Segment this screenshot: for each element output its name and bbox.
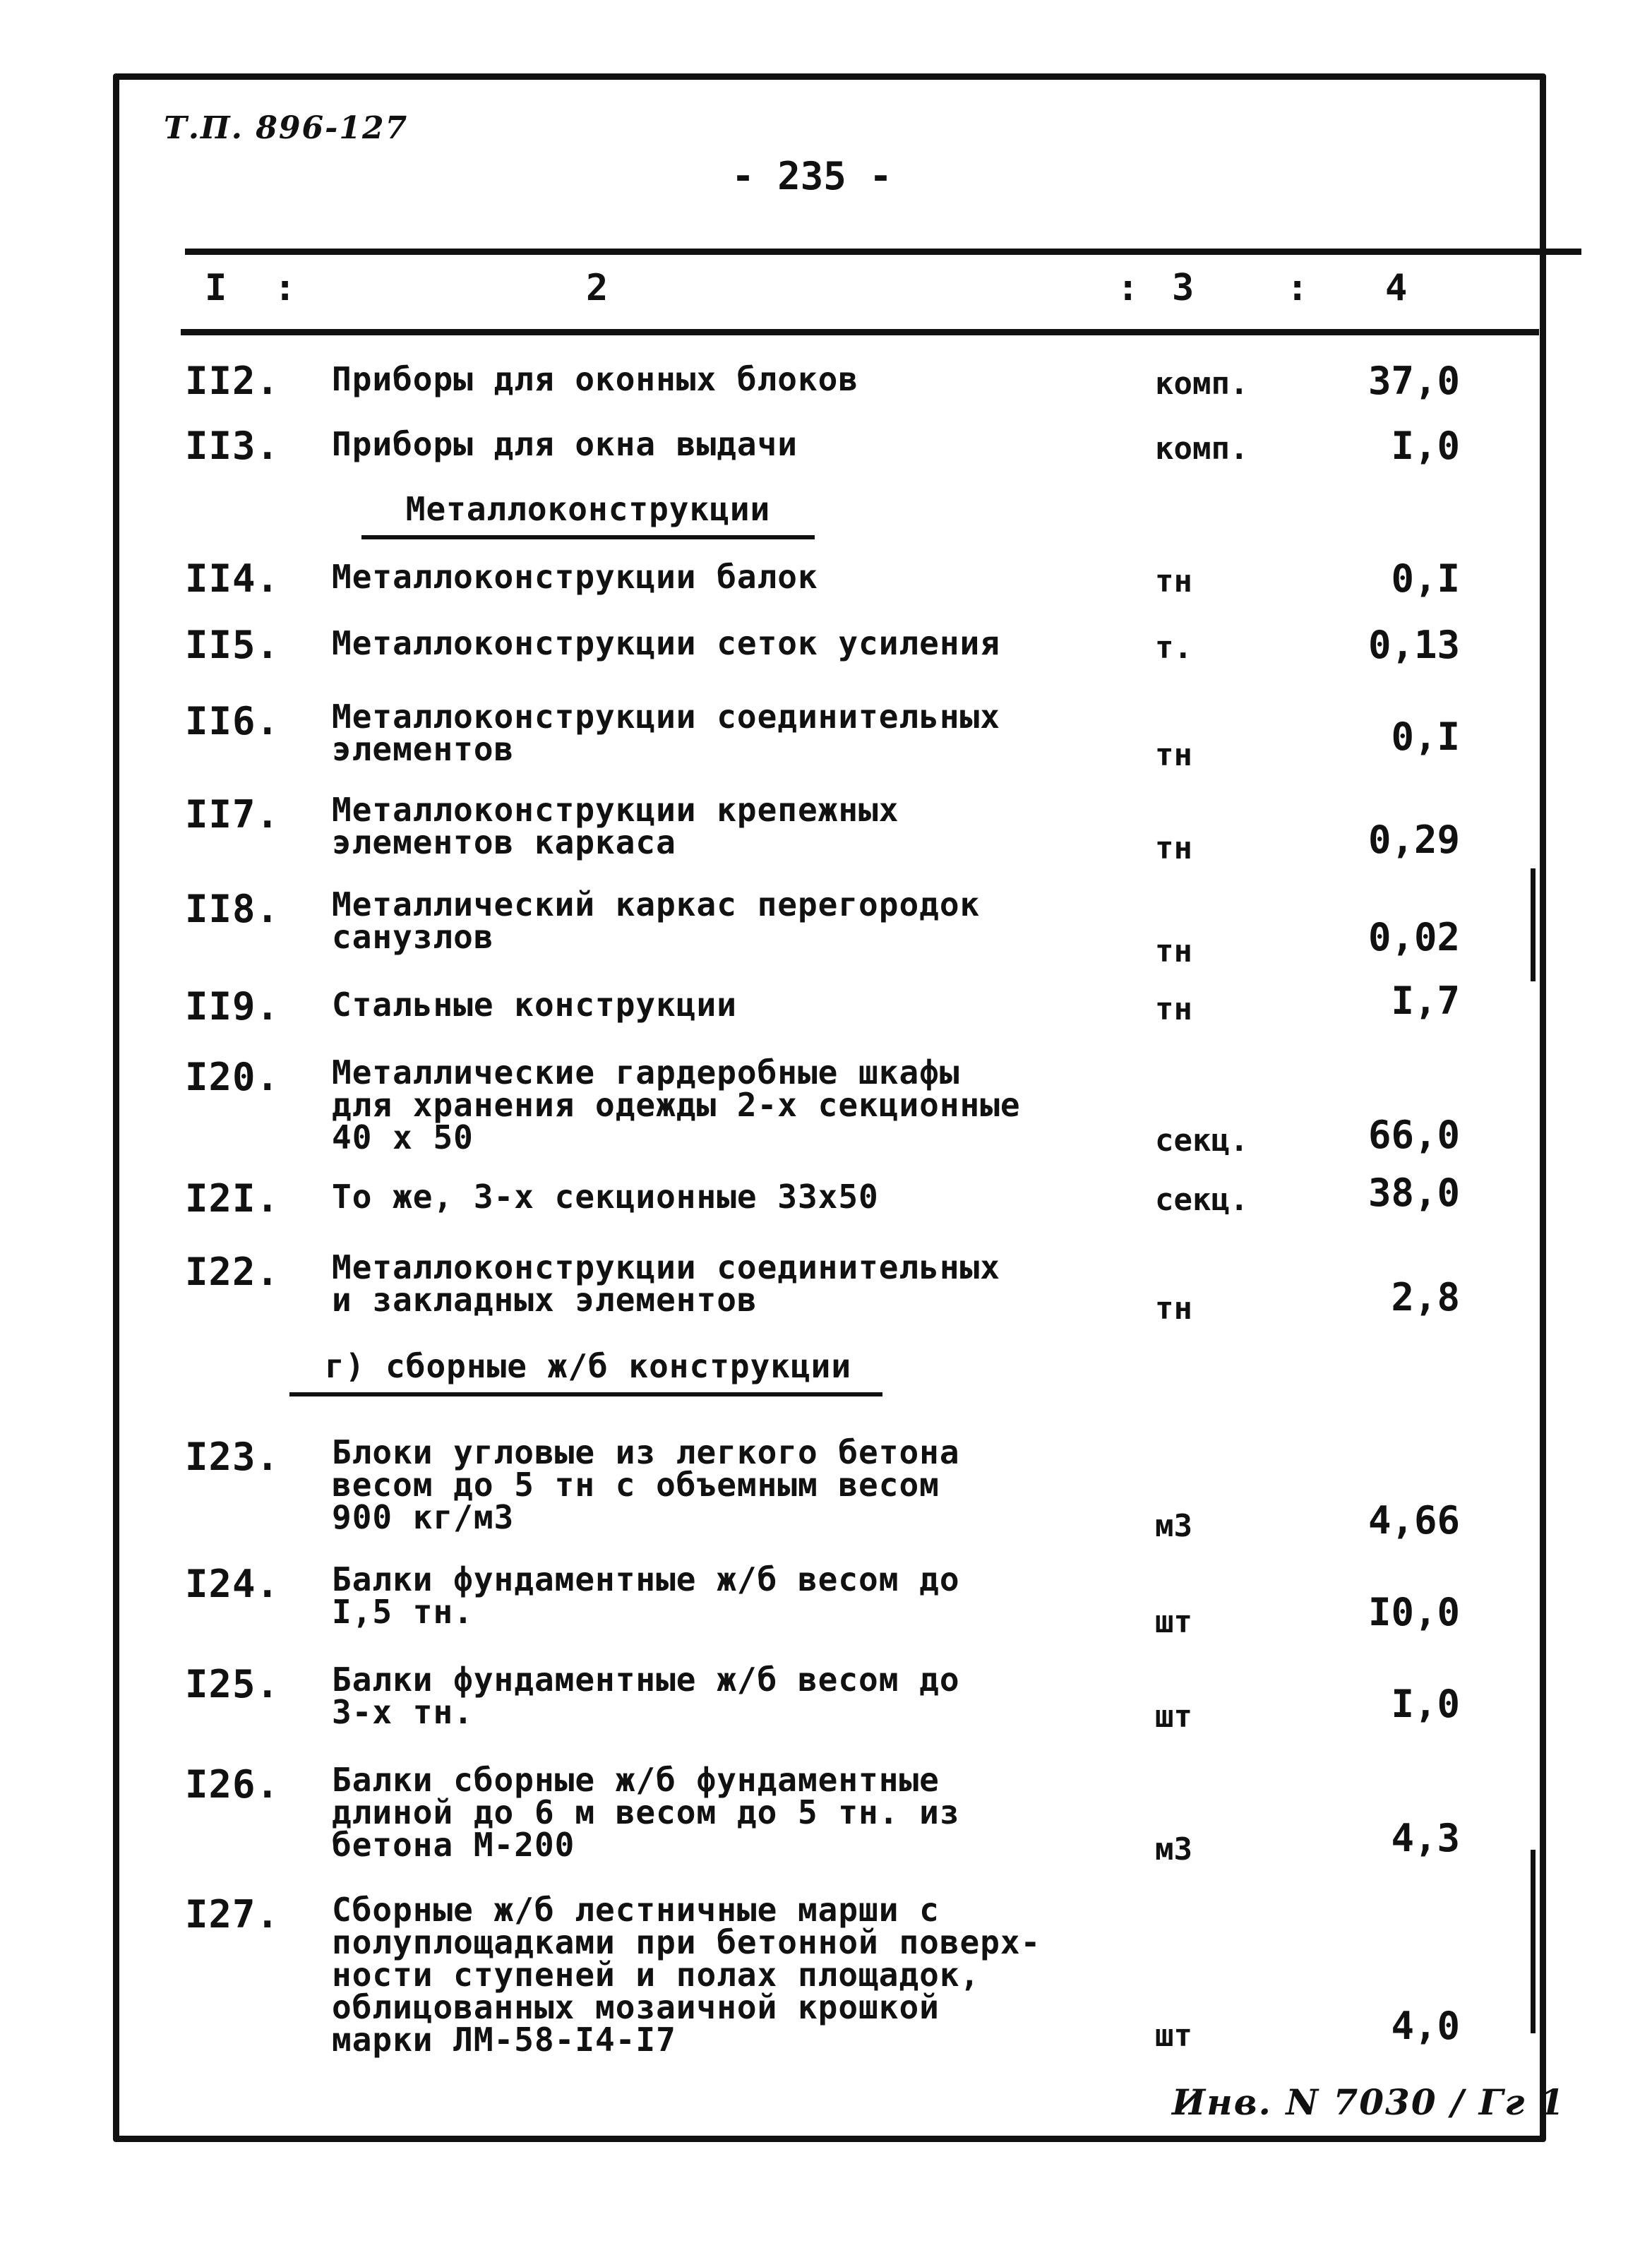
row-quantity: I,0 <box>1391 424 1460 468</box>
row-unit: шт <box>1155 1699 1192 1735</box>
row-number: I24. <box>185 1562 280 1606</box>
row-description: Блоки угловые из легкого бетона весом до 5 тн с объемным весом 900 кг/м3 <box>332 1433 960 1536</box>
row-unit: тн <box>1155 991 1192 1027</box>
row-number: II9. <box>185 984 280 1029</box>
row-quantity: 4,3 <box>1391 1816 1460 1860</box>
row-description: Балки сборные ж/б фундаментные длиной до 6 м весом до 5 тн. из бетона М-200 <box>332 1761 960 1864</box>
row-description: Приборы для окна выдачи <box>332 425 798 463</box>
row-unit: т. <box>1155 630 1192 666</box>
row-description: Металлоконструкции сеток усиления <box>332 624 1000 662</box>
row-quantity: 37,0 <box>1367 359 1460 403</box>
row-unit: тн <box>1155 830 1192 866</box>
row-quantity: 38,0 <box>1367 1171 1460 1215</box>
row-number: I23. <box>185 1435 280 1479</box>
row-quantity: 66,0 <box>1367 1113 1460 1157</box>
row-number: II8. <box>185 887 280 931</box>
row-number: II4. <box>185 556 280 601</box>
header-sep-1: : <box>274 267 297 309</box>
row-description: Приборы для оконных блоков <box>332 360 859 398</box>
row-unit: секц. <box>1155 1182 1249 1218</box>
row-unit: м3 <box>1155 1831 1192 1867</box>
row-quantity: 0,I <box>1391 556 1460 601</box>
row-number: I27. <box>185 1892 280 1937</box>
row-quantity: 0,I <box>1391 714 1460 759</box>
row-description: Сборные ж/б лестничные марши с полуплощадками при бетонной поверх- ности ступеней и полах площадок, облицованных мозаичной крошкой марки ЛМ-58-I4-I7 <box>332 1891 1041 2059</box>
row-number: II3. <box>185 424 280 468</box>
row-number: I25. <box>185 1662 280 1706</box>
row-unit: комп. <box>1155 431 1249 467</box>
row-unit: шт <box>1155 1604 1192 1640</box>
row-unit: м3 <box>1155 1508 1192 1544</box>
row-description: Балки фундаментные ж/б весом до I,5 тн. <box>332 1560 960 1631</box>
row-unit: тн <box>1155 563 1192 599</box>
row-description: Балки фундаментные ж/б весом до 3-х тн. <box>332 1661 960 1731</box>
header-sep-2: : <box>1117 267 1139 309</box>
row-number: II6. <box>185 699 280 743</box>
row-description: Металлоконструкции соединительных и закладных элементов <box>332 1248 1000 1319</box>
table-header-rule <box>181 329 1539 335</box>
row-number: II7. <box>185 792 280 837</box>
row-quantity: 0,13 <box>1367 623 1460 667</box>
row-number: I2I. <box>185 1176 280 1221</box>
row-unit: шт <box>1155 2018 1192 2054</box>
row-quantity: I,0 <box>1391 1682 1460 1726</box>
page-number: - 235 - <box>731 154 892 198</box>
row-description: Металлический каркас перегородок санузлов <box>332 885 981 956</box>
row-quantity: 0,02 <box>1367 915 1460 959</box>
row-unit: тн <box>1155 1291 1192 1327</box>
row-quantity: I,7 <box>1391 979 1460 1023</box>
row-unit: комп. <box>1155 366 1249 402</box>
header-col-2: 2 <box>586 267 609 309</box>
header-col-3: 3 <box>1172 267 1195 309</box>
row-quantity: 0,29 <box>1367 818 1460 862</box>
row-description: Металлоконструкции балок <box>332 558 818 596</box>
header-col-1: I <box>205 267 227 309</box>
row-unit: тн <box>1155 933 1192 969</box>
row-number: I20. <box>185 1055 280 1099</box>
section-heading: Металлоконструкции <box>361 490 815 539</box>
header-col-4: 4 <box>1385 267 1408 309</box>
row-unit: секц. <box>1155 1123 1249 1159</box>
document-stamp: Т.П. 896-127 <box>164 110 409 146</box>
row-number: I26. <box>185 1762 280 1807</box>
row-number: I22. <box>185 1250 280 1294</box>
scan-mark <box>1531 868 1536 981</box>
row-quantity: I0,0 <box>1367 1590 1460 1634</box>
row-number: II5. <box>185 623 280 667</box>
row-number: II2. <box>185 359 280 403</box>
scan-mark <box>1531 1850 1536 2033</box>
row-description: Металлические гардеробные шкафы для хранения одежды 2-х секционные 40 х 50 <box>332 1053 1021 1156</box>
row-quantity: 2,8 <box>1391 1275 1460 1320</box>
table-top-rule <box>185 249 1581 255</box>
row-description: Металлоконструкции крепежных элементов каркаса <box>332 791 899 861</box>
header-sep-3: : <box>1286 267 1309 309</box>
row-quantity: 4,66 <box>1367 1498 1460 1543</box>
row-unit: тн <box>1155 737 1192 773</box>
section-heading: г) сборные ж/б конструкции <box>289 1347 882 1396</box>
row-description: Металлоконструкции соединительных элементов <box>332 698 1000 768</box>
inventory-number: Инв. N 7030 / Гг 1 <box>1172 2081 1566 2123</box>
row-quantity: 4,0 <box>1391 2004 1460 2048</box>
row-description: Стальные конструкции <box>332 986 737 1024</box>
row-description: То же, 3-х секционные 33х50 <box>332 1178 879 1216</box>
